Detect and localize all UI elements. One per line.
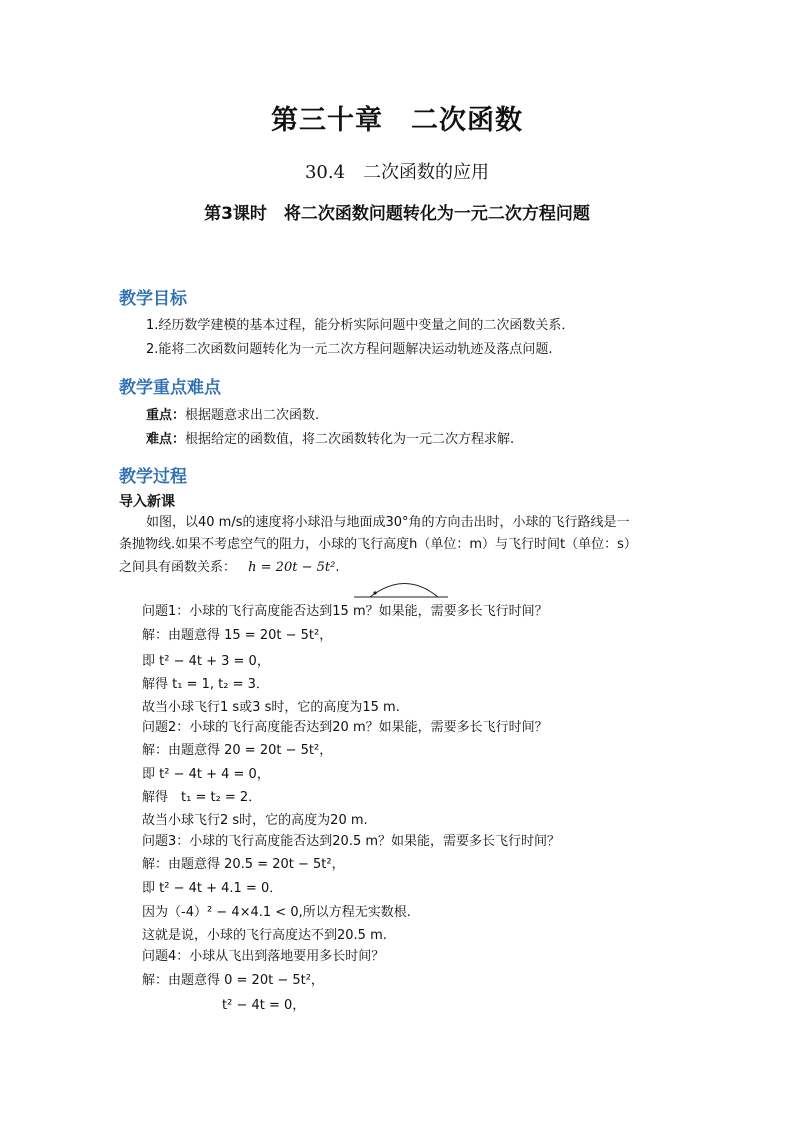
focus-text: 根据题意求出二次函数. — [185, 408, 320, 423]
q2-solution: 解：由题意得 20 = 20t − 5t²， — [142, 743, 333, 758]
q3-solution: 解：由题意得 20.5 = 20t − 5t²， — [142, 857, 345, 872]
focus-label: 重点： — [146, 408, 186, 423]
focus-line — [146, 408, 319, 424]
q3-equation: 即 t² − 4t + 4.1 = 0． — [142, 881, 283, 896]
process-heading: 教学过程 — [119, 467, 187, 487]
key-points-heading: 教学重点难点 — [119, 378, 221, 398]
chapter-title: 第三十章 二次函数 — [271, 105, 523, 136]
intro-line-3-end: . — [335, 560, 340, 575]
difficulty-text: 根据给定的函数值，将二次函数转化为一元二次方程求解. — [185, 432, 515, 447]
parabola-path — [370, 584, 438, 598]
q1-equation: 即 t² − 4t + 3 = 0， — [142, 654, 270, 669]
q2-question: 问题2：小球的飞行高度能否达到20 m？如果能，需要多长飞行时间？ — [142, 720, 548, 735]
objective-item-2: 2.能将二次函数问题转化为一元二次方程问题解决运动轨迹及落点问题. — [146, 342, 553, 357]
difficulty-label: 难点： — [146, 432, 186, 447]
difficulty-line — [146, 432, 514, 448]
intro-line-1: 如图，以40 m/s的速度将小球沿与地面成30°角的方向击出时，小球的飞行路线是一 — [146, 515, 630, 530]
objective-item-1: 1.经历数学建模的基本过程，能分析实际问题中变量之间的二次函数关系． — [146, 318, 575, 333]
q1-solution: 解：由题意得 15 = 20t − 5t²， — [142, 628, 333, 643]
intro-line-3 — [119, 560, 339, 576]
q2-conclusion: 故当小球飞行2 s时，它的高度为20 m. — [142, 813, 368, 828]
q4-equation: t² − 4t = 0， — [222, 998, 306, 1013]
intro-line-3-text: 之间具有函数关系： — [119, 560, 237, 575]
q2-roots: 解得 t₁ = t₂ = 2． — [142, 790, 262, 805]
section-title: 30.4 二次函数的应用 — [304, 162, 490, 183]
intro-formula: h = 20t − 5t² — [248, 560, 336, 575]
lesson-title: 第3课时 将二次函数问题转化为一元二次方程问题 — [204, 204, 590, 224]
q3-question: 问题3：小球的飞行高度能否达到20.5 m？如果能，需要多长飞行时间？ — [142, 834, 561, 849]
intro-heading: 导入新课 — [119, 494, 175, 510]
q3-discriminant: 因为（-4）² − 4×4.1 < 0,所以方程无实数根. — [142, 905, 411, 920]
ball-marker — [373, 591, 376, 594]
q1-conclusion: 故当小球飞行1 s或3 s时，它的高度为15 m. — [142, 700, 400, 715]
q1-roots: 解得 t₁ = 1, t₂ = 3． — [142, 677, 269, 692]
intro-line-2: 条抛物线.如果不考虑空气的阻力，小球的飞行高度h（单位：m）与飞行时间t（单位：s） — [119, 537, 637, 552]
objectives-heading: 教学目标 — [119, 289, 187, 309]
q3-conclusion: 这就是说，小球的飞行高度达不到20.5 m. — [142, 928, 387, 943]
q2-equation: 即 t² − 4t + 4 = 0， — [142, 767, 270, 782]
q4-solution: 解：由题意得 0 = 20t − 5t²， — [142, 973, 324, 988]
parabola-figure — [350, 578, 450, 600]
q1-question: 问题1：小球的飞行高度能否达到15 m？如果能，需要多长飞行时间？ — [142, 604, 548, 619]
q4-question: 问题4：小球从飞出到落地要用多长时间？ — [142, 949, 385, 964]
